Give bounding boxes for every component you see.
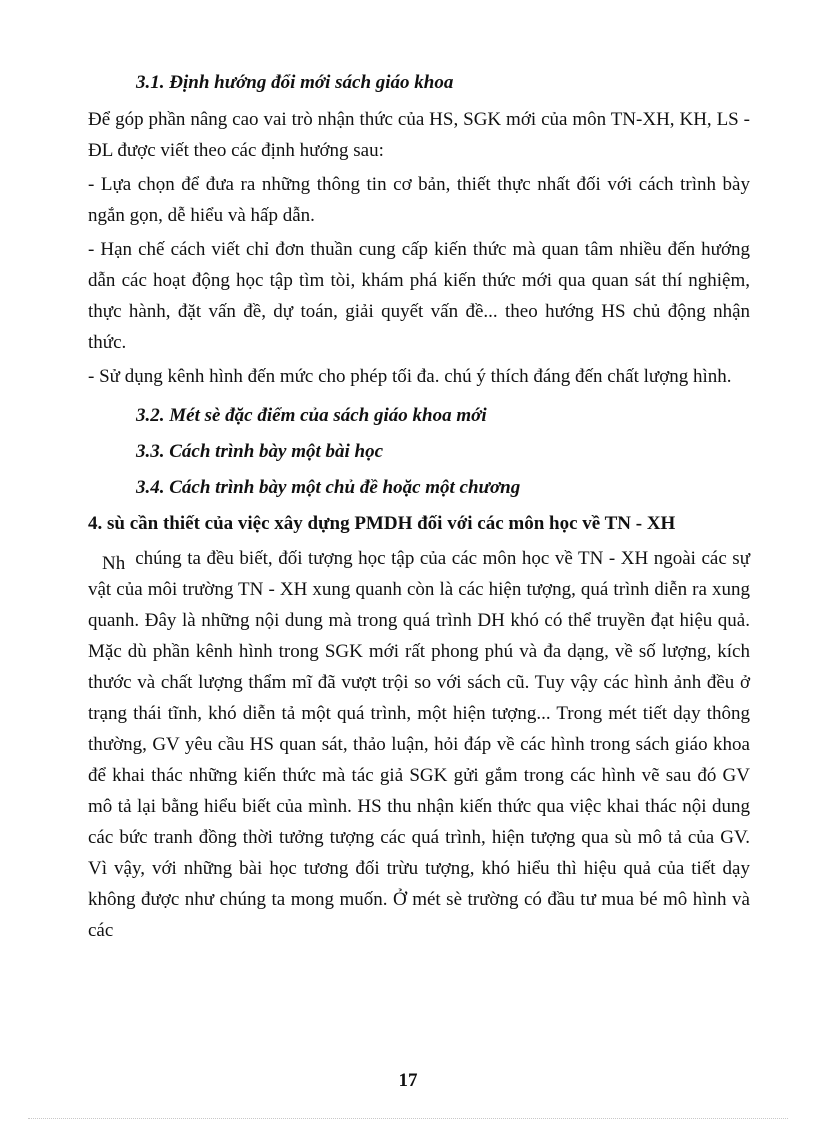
heading-3-3: 3.3. Cách trình bày một bài học [136, 441, 384, 462]
paragraph-intro: Để góp phần nâng cao vai trò nhận thức của HS, SGK mới của môn TN-XH, KH, LS - ĐL được viết theo các định hướng sau: [88, 109, 750, 161]
paragraph-first-word: Nh [102, 553, 126, 574]
heading-3-4: 3.4. Cách trình bày một chủ đề hoặc một chương [136, 477, 521, 498]
footer-divider [28, 1118, 788, 1119]
bullet-1: - Lựa chọn để đưa ra những thông tin cơ bản, thiết thực nhất đối với cách trình bày ngắn gọn, dễ hiểu và hấp dẫn. [88, 174, 750, 226]
document-page [88, 68, 750, 949]
heading-4: 4. sù cần thiết của việc xây dựng PMDH đối với các môn học về TN - XH [88, 513, 676, 534]
bullet-2: - Hạn chế cách viết chỉ đơn thuần cung cấp kiến thức mà quan tâm nhiều đến hướng dẫn các hoạt động học tập tìm tòi, khám phá kiến thức mới qua quan sát thí nghiệm, thực hành, đặt vấn đề, dự toán, giải quyết vấn đề... theo hướng HS chủ động nhận thức. [88, 239, 750, 353]
heading-3-2: 3.2. Mét sè đặc điểm của sách giáo khoa mới [136, 405, 487, 426]
paragraph-section-4 [88, 543, 750, 946]
page-number: 17 [398, 1070, 418, 1091]
paragraph-body: chúng ta đều biết, đối tượng học tập của các môn học về TN - XH ngoài các sự vật của môi trường TN - XH xung quanh còn là các hiện tượng, quá trình diễn ra xung quanh. Đây là những nội dung mà trong quá trình DH khó có thể truyền đạt hiệu quả. Mặc dù phần kênh hình trong SGK mới rất phong phú và đa dạng, về số lượng, kích thước và chất lượng thẩm mĩ đã vượt trội so với sách cũ. Tuy vậy các hình ảnh đều ở trạng thái tĩnh, khó diễn tả một quá trình, một hiện tượng... Trong mét tiết dạy thông thường, GV yêu cầu HS quan sát, thảo luận, hỏi đáp về các hình trong sách giáo khoa để khai thác những kiến thức mà tác giả SGK gửi gắm trong các hình vẽ sau đó GV mô tả lại bằng hiểu biết của mình. HS thu nhận kiến thức qua việc khai thác nội dung các bức tranh đồng thời tưởng tượng các quá trình, hiện tượng qua sù mô tả của GV. Vì vậy, với những bài học tương đối trừu tượng, khó hiểu thì hiệu quả của tiết dạy không được như chúng ta mong muốn. Ở mét sè trường có đầu tư mua bé mô hình và các [88, 548, 750, 941]
heading-3-1: 3.1. Định hướng đổi mới sách giáo khoa [136, 72, 454, 93]
bullet-3: - Sử dụng kênh hình đến mức cho phép tối đa. chú ý thích đáng đến chất lượng hình. [88, 366, 732, 387]
